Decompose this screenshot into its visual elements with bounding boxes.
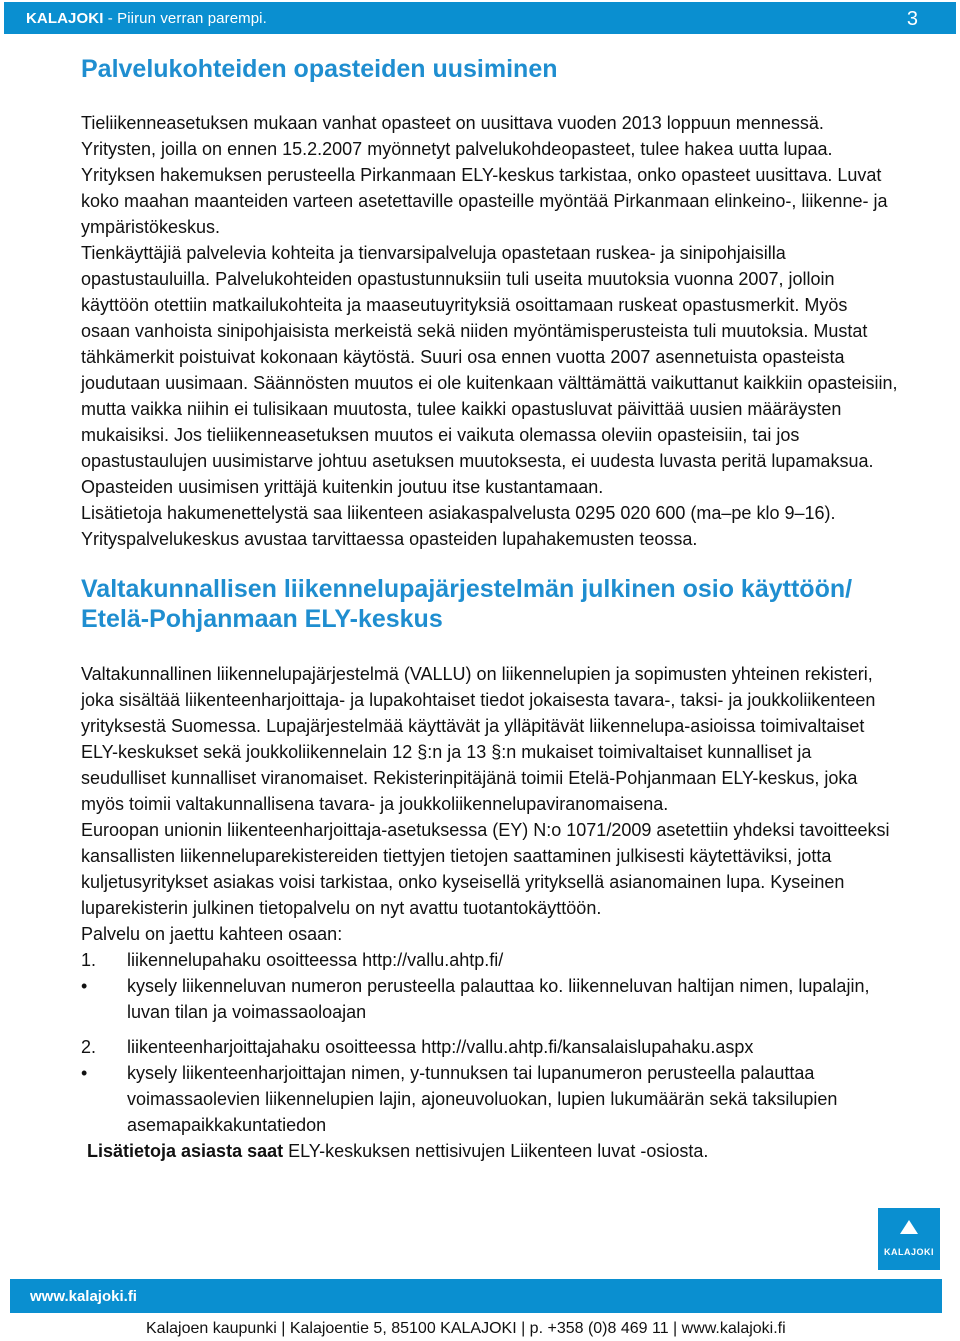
- brand-name: KALAJOKI: [26, 10, 104, 27]
- closing-rest: ELY-keskuksen nettisivujen Liikenteen luvat -osiosta.: [283, 1141, 709, 1161]
- document-body: [81, 48, 901, 1164]
- footer-address: Kalajoen kaupunki | Kalajoentie 5, 85100 KALAJOKI | p. +358 (0)8 469 11 | www.kalajoki.fi: [146, 1320, 786, 1337]
- closing-line: [81, 1138, 901, 1164]
- closing-bold: Lisätietoja asiasta saat: [87, 1141, 284, 1161]
- footer-bar: [10, 1279, 942, 1313]
- section1-paragraph-3: Lisätietoja hakumenettelystä saa liikenteen asiakaspalvelusta 0295 020 600 (ma–pe klo 9–16). Yrityspalvelukeskus avustaa tarvittaessa opasteiden lupahakemusten teossa.: [81, 503, 836, 549]
- section2-paragraph-2: Euroopan unionin liikenteenharjoittaja-asetuksessa (EY) N:o 1071/2009 asetettiin yhdeksi tavoitteeksi kansallisten liikenneluparekistereiden tiettyjen tietojen saattaminen julkisesti käytettäviksi, jotta kuljetusyritykset asiakas voisi tarkistaa, onko kyseisellä yrityksellä asianomainen lupa. Kyseinen luparekisterin julkinen tietopalvelu on nyt avattu tuotantokäyttöön.: [81, 820, 890, 918]
- list-item-text: kysely liikenteenharjoittajan nimen, y-tunnuksen tai lupanumeron perusteella palauttaa voimassaolevien liikennelupien lajin, ajoneuvoluokan, lupien lukumäärän sekä taksilupien asemapaikkakuntatiedon: [127, 1063, 838, 1135]
- footer-website: www.kalajoki.fi: [30, 1288, 137, 1305]
- list-item: [81, 973, 901, 1025]
- section2-paragraph-3: Palvelu on jaettu kahteen osaan:: [81, 924, 343, 944]
- list-item-text: liikennelupahaku osoitteessa http://vallu.ahtp.fi/: [127, 950, 504, 970]
- section2-title: Valtakunnallisen liikennelupajärjestelmän julkinen osio käyttöön/ Etelä-Pohjanmaan ELY-keskus: [81, 575, 853, 633]
- list-item-text: liikenteenharjoittajahaku osoitteessa http://vallu.ahtp.fi/kansalaislupahaku.aspx: [127, 1037, 754, 1057]
- bullet-marker: •: [81, 976, 88, 996]
- section1-title: Palvelukohteiden opasteiden uusiminen: [81, 55, 558, 83]
- bullet-marker: •: [81, 1063, 88, 1083]
- list-marker: 1.: [81, 950, 97, 970]
- logo-roof-icon: [900, 1220, 918, 1234]
- list-item-text: kysely liikenneluvan numeron perusteella palauttaa ko. liikenneluvan haltijan nimen, lupalajin, luvan tilan ja voimassaoloajan: [127, 976, 870, 1022]
- section1-paragraph-1: Tieliikenneasetuksen mukaan vanhat opasteet on uusittava vuoden 2013 loppuun mennessä. Yritysten, joilla on ennen 15.2.2007 myönnetyt palvelukohdeopasteet, tulee hakea uutta lupaa. Yrityksen hakemuksen perusteella Pirkanmaan ELY-keskus tarkistaa, onko opasteet uusittava. Luvat koko maahan maanteiden varteen asetettaville opasteille myöntää Pirkanmaan elinkeino-, liikenne- ja ympäristökeskus.: [81, 113, 888, 237]
- header-bar: [4, 2, 956, 34]
- list-item: [81, 947, 901, 973]
- list-gap: [81, 1025, 901, 1034]
- logo-text: KALAJOKI: [883, 1247, 934, 1257]
- kalajoki-logo: [878, 1208, 940, 1270]
- brand-slogan: - Piirun verran parempi.: [103, 10, 267, 27]
- header-brand: [26, 10, 267, 27]
- page-number: 3: [906, 8, 918, 30]
- service-list-2: [81, 1034, 901, 1138]
- list-item: [81, 1034, 901, 1060]
- list-item: [81, 1060, 901, 1138]
- section1-paragraph-2: Tienkäyttäjiä palvelevia kohteita ja tienvarsipalveluja opastetaan ruskea- ja sinipohjaisilla opastustauluilla. Palvelukohteiden opastustunnuksiin tuli useita muutoksia vuonna 2007, jolloin käyttöön otettiin matkailukohteita ja maaseutuyrityksiä osoittamaan ruskeat opastusmerkit. Myös osaan vanhoista sinipohjaisista merkeistä sekä niiden myöntämisperusteista tuli muutoksia. Mustat tähkämerkit poistuivat kokonaan käytöstä. Suuri osa ennen vuotta 2007 asennetuista opasteista joudutaan uusimaan. Säännösten muutos ei ole kuitenkaan välttämättä vaikuttanut kaikkiin opasteisiin, mutta vaikka niihin ei tulisikaan muutosta, tulee kaikki opastusluvat päivittää uusien määräysten mukaisiksi. Jos tieliikenneasetuksen muutos ei vaikuta olemassa oleviin opasteisiin, tai jos opastustaulujen uusimistarve johtuu asetuksen muutoksesta, ei uudesta luvasta peritä lupamaksua. Opasteiden uusimisen yrittäjä kuitenkin joutuu itse kustantamaan.: [81, 243, 898, 497]
- list-marker: 2.: [81, 1037, 97, 1057]
- service-list-1: [81, 947, 901, 1025]
- section2-paragraph-1: Valtakunnallinen liikennelupajärjestelmä (VALLU) on liikennelupien ja sopimusten yhteinen rekisteri, joka sisältää liikenteenharjoittaja- ja lupakohtaiset tiedot jokaisesta tavara-, taksi- ja joukkoliikenteen yrityksestä Suomessa. Lupajärjestelmää käyttävät ja ylläpitävät liikennelupa-asioissa toimivaltaiset ELY-keskukset sekä joukkoliikennelain 12 §:n ja 13 §:n mukaiset toimivaltaiset kunnalliset ja seudulliset kunnalliset viranomaiset. Rekisterinpitäjänä toimii Etelä-Pohjanmaan ELY-keskus, joka myös toimii valtakunnallisena tavara- ja joukkoliikennelupaviranomaisena.: [81, 664, 876, 814]
